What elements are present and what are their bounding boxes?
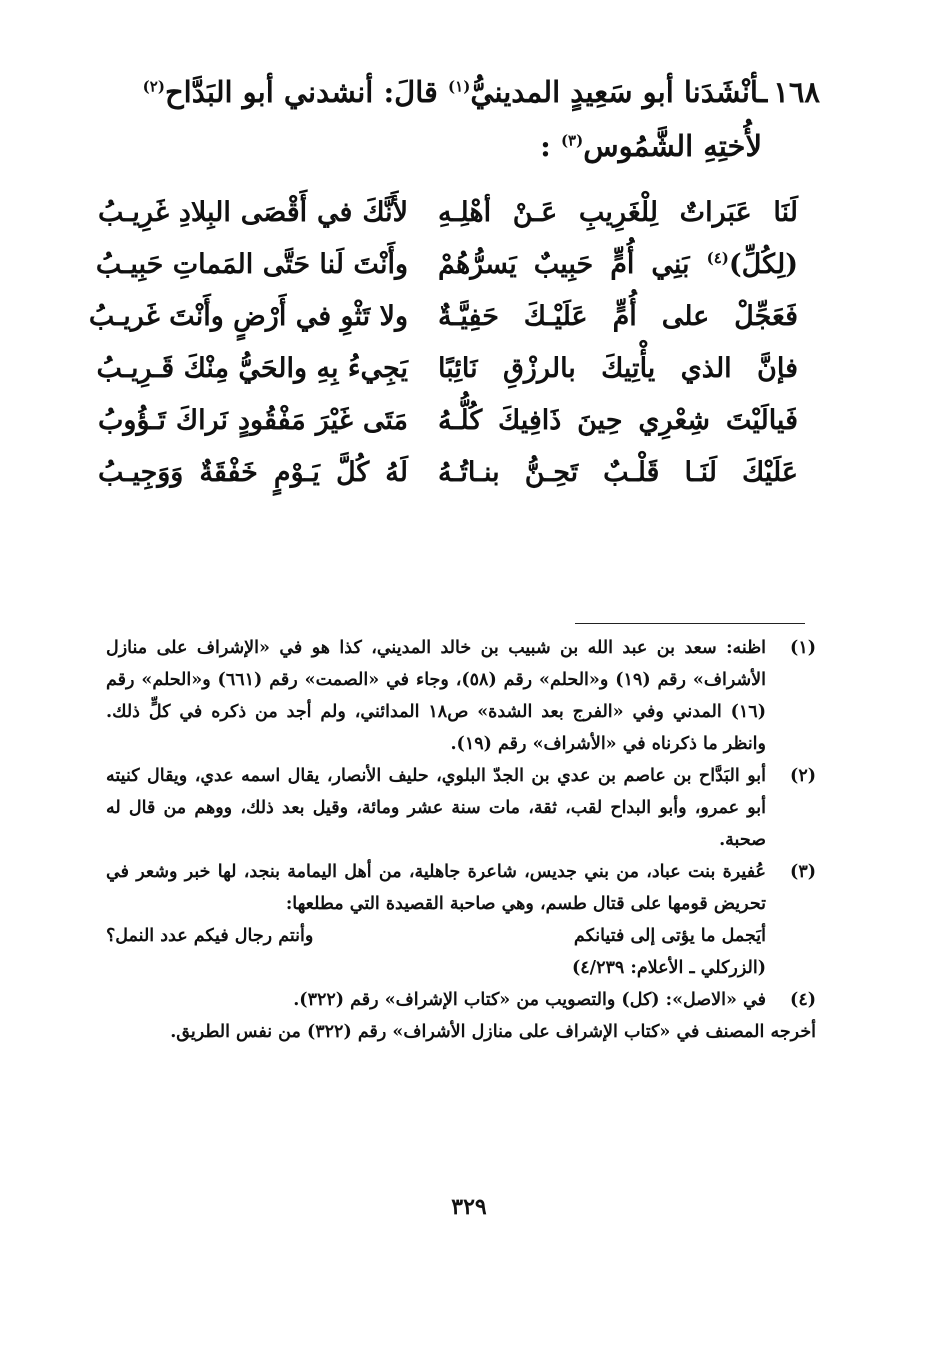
footnote-ref-3[interactable]: (٣) (560, 131, 584, 150)
footnote-number: (٤) (790, 990, 816, 1010)
verse-second-hemistich: لأَنَّكَ في أَقْصَى البِلادِ غَرِيـبُ (98, 196, 408, 228)
verse-words: بَنِي أُمٍّ حَبِيبٌ يَسرُّهُمْ (438, 248, 690, 280)
footnote-1 (106, 632, 816, 760)
footnote-number: (١) (790, 638, 816, 658)
footnote-ref-1[interactable]: (١) (448, 77, 471, 96)
verse-first-hemistich: فَعَجِّلْ على أُمٍّ عَلَيْـكَ حَفِيَّـةٌ (438, 300, 798, 332)
entry-text-3: لأُختِهِ الشَّمُوس (583, 129, 762, 163)
verse-first-hemistich: لَنَا عَبَراتٌ لِلْغَرِيبِ عَـنْ أهْلِـهِ (438, 196, 798, 228)
poem-verse (98, 446, 798, 498)
poem-verse (95, 238, 798, 290)
entry-text-2: قالَ: أنشدني أبو البَدَّاح (164, 75, 438, 109)
footnote-verse-second: وأنتم رجال فيكم عدد النمل؟ (106, 926, 314, 946)
footnote-verse-first: أيَجمل ما يؤتى إلى فتيانكم (573, 926, 766, 946)
verse-second-hemistich: وأَنْتَ لَنا حَتَّى المَماتِ حَبِيـبُ (95, 248, 408, 280)
footnote-4-continuation: أخرجه المصنف في «كتاب الإشراف على منازل الأشراف» رقم (٣٢٢) من نفس الطريق. (170, 1022, 816, 1042)
verse-second-hemistich: لَهُ كُلَّ يَـوْمٍ خَفْقَةٌ وَوَجِيـبُ (98, 456, 408, 488)
poem-verse (98, 186, 798, 238)
entry-line-1 (100, 62, 820, 122)
verse-first-hemistich (438, 249, 798, 280)
footnote-number: (٣) (790, 862, 816, 882)
page-number: ٣٢٩ (451, 1194, 487, 1220)
entry-number: ١٦٨ (773, 75, 820, 109)
entry-dash: ـ (758, 75, 768, 109)
footnote-ref-2[interactable]: (٢) (142, 77, 165, 96)
entry-line-2 (100, 122, 820, 170)
footnote-text: اظنه: سعد بن عبد الله بن شبيب بن خالد المديني، كذا هو في «الإشراف على منازل الأشراف» رقم (١٩) و«الحلم» رقم (٥٨)، وجاء في «الصمت» رقم (٦٦١) و«الحلم» رقم (١٦) المدني وفي «الفرج بعد الشدة» ص١٨ المدائني، ولم أجد من ذكره في كلٍّ ذلك. وانظر ما ذكرناه في «الأشراف» رقم (١٩). (106, 638, 767, 754)
entry-text-4: : (540, 129, 551, 163)
poem-verse (98, 342, 798, 394)
verse-word: (لِكُلِّ) (728, 248, 798, 280)
footnote-divider (575, 623, 805, 624)
footnote-3 (106, 856, 816, 984)
verse-second-hemistich: ولا تَثْوِ في أَرْضٍ وأَنْتَ غَريـبُ (88, 300, 408, 332)
footnote-text: في «الاصل»: (كل) والتصويب من «كتاب الإشراف» رقم (٣٢٢). (293, 990, 766, 1010)
poem-verse (88, 290, 798, 342)
verse-second-hemistich: مَتَى غَيْرَ مَفْقُودٍ نَراكَ تَـؤُوبُ (98, 404, 408, 436)
verse-first-hemistich: فَيالَيْتَ شِعْرِي حِينَ ذَافِيكَ كُلُّـهُ (438, 404, 798, 436)
entry-text-1: أنْشَدَنا أبو سَعِيدٍ المدينيُّ (470, 75, 759, 109)
footnotes (106, 632, 816, 1048)
footnote-verse (106, 920, 766, 952)
footnote-source: (الزركلي ـ الأعلام: ٤/٢٣٩) (572, 958, 766, 978)
verse-first-hemistich: عَلَيْكَ لَنَـا قَلْـبٌ تَحِـنُّ بنـاتُـهُ (438, 456, 798, 488)
footnote-ref-4[interactable]: (٤) (706, 248, 729, 267)
footnote-2 (106, 760, 816, 856)
footnote-text: أبو البَدَّاح بن عاصم بن عدي بن الجدّ البلوي، حليف الأنصار، يقال اسمه عدي، ويقال كنيته أبو عمرو، وأبو البداح لقب، ثقة، مات سنة عشر ومائة، وقيل بعد ذلك، ووهم من قال له صحبة. (106, 766, 766, 850)
footnote-text: عُفيرة بنت عباد، من بني جديس، شاعرة جاهلية، من أهل اليمامة بنجد، لها خبر وشعر في تحريض قومها على قتال طسم، وهي صاحبة القصيدة التي مطلعها: (106, 862, 766, 914)
footnote-number: (٢) (790, 766, 816, 786)
footnote-4 (106, 984, 816, 1016)
verse-first-hemistich: فإنَّ الذي يأْتِيكَ بالرزْقِ نَائِبًا (438, 352, 798, 384)
poem (88, 186, 798, 498)
verse-second-hemistich: يَجِيءُ بِهِ والحَيُّ مِنْكَ قَـرِيـبُ (96, 352, 408, 384)
entry-header (100, 62, 820, 170)
poem-verse (98, 394, 798, 446)
